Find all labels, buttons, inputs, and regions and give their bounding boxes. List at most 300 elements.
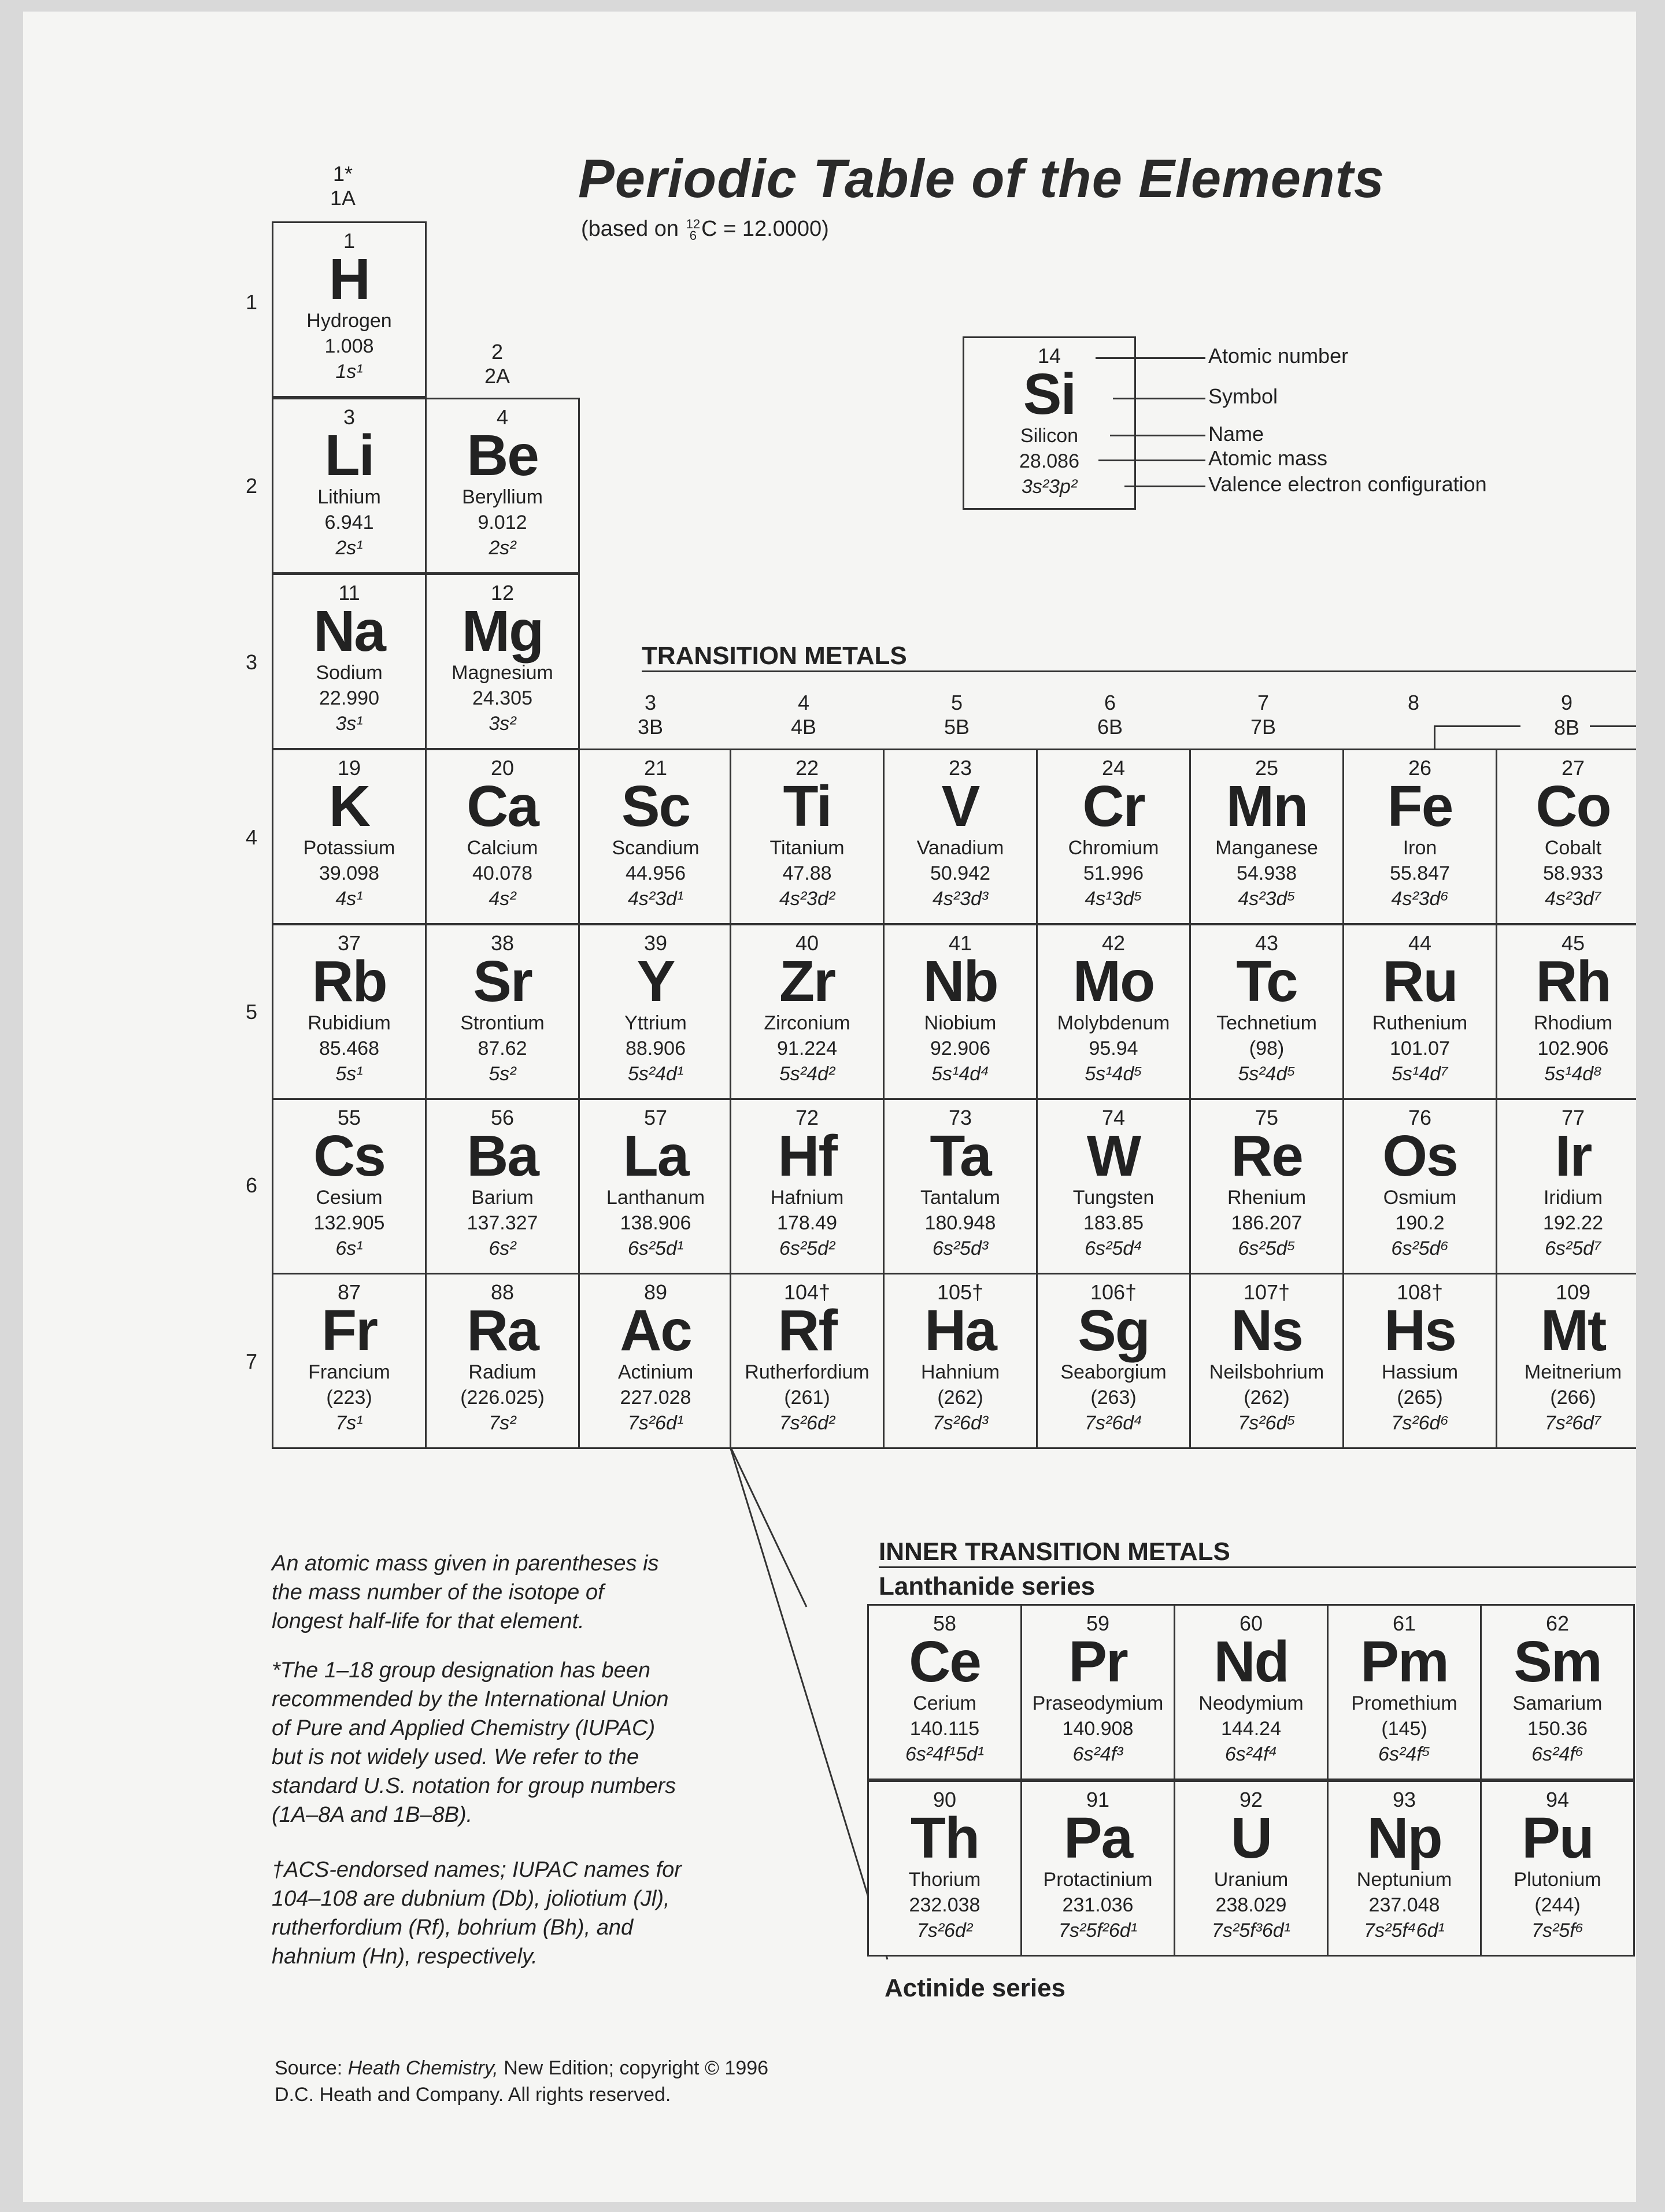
element-symbol: Be bbox=[467, 423, 538, 488]
atomic-number: 59 bbox=[1086, 1611, 1110, 1635]
element-cell-mg bbox=[425, 573, 580, 750]
element-symbol: W bbox=[1086, 1124, 1141, 1188]
atomic-mass: 137.327 bbox=[467, 1212, 538, 1234]
atomic-number: 106† bbox=[1090, 1280, 1137, 1304]
element-cell-u bbox=[1174, 1780, 1329, 1957]
element-symbol: Fe bbox=[1387, 774, 1453, 839]
atomic-number: 27 bbox=[1561, 756, 1585, 780]
note-group-designation bbox=[272, 1656, 676, 1829]
atomic-mass: 102.906 bbox=[1537, 1038, 1609, 1059]
electron-config: 7s²6d⁴ bbox=[1085, 1412, 1142, 1434]
element-cell-nd bbox=[1174, 1604, 1329, 1780]
group-label-2a: 2 2A bbox=[484, 340, 510, 388]
element-cell-fr bbox=[272, 1273, 427, 1449]
element-symbol: Re bbox=[1231, 1124, 1303, 1188]
legend-config: 3s²3p² bbox=[1021, 476, 1078, 498]
lanthanide-series-label: Lanthanide series bbox=[879, 1572, 1096, 1600]
atomic-number: 25 bbox=[1255, 756, 1279, 780]
legend-label-name: Name bbox=[1208, 422, 1264, 446]
period-label-6: 6 bbox=[246, 1173, 258, 1197]
atomic-mass: 132.905 bbox=[313, 1212, 385, 1234]
atomic-mass: 190.2 bbox=[1395, 1212, 1445, 1234]
element-cell-y bbox=[578, 924, 733, 1100]
atomic-number: 61 bbox=[1392, 1611, 1416, 1635]
electron-config: 3s² bbox=[489, 713, 516, 735]
group-label-4b: 4 4B bbox=[790, 691, 817, 739]
atomic-number: 4 bbox=[496, 405, 509, 429]
atomic-number: 74 bbox=[1101, 1106, 1126, 1129]
note-line: An atomic mass given in parentheses is bbox=[272, 1551, 659, 1576]
atomic-number: 88 bbox=[490, 1280, 515, 1304]
atomic-number: 3 bbox=[343, 405, 356, 429]
element-cell-ti bbox=[730, 749, 885, 925]
electron-config: 4s¹ bbox=[335, 888, 363, 910]
atomic-mass: 58.933 bbox=[1543, 862, 1603, 884]
element-cell-na bbox=[272, 573, 427, 750]
note-parentheses bbox=[272, 1549, 659, 1636]
electron-config: 5s¹ bbox=[335, 1063, 363, 1085]
element-name: Manganese bbox=[1215, 837, 1318, 859]
period-label-4: 4 bbox=[246, 825, 258, 849]
electron-config: 6s²5d⁶ bbox=[1391, 1237, 1449, 1259]
atomic-number: 60 bbox=[1239, 1611, 1263, 1635]
atomic-mass: 183.85 bbox=[1083, 1212, 1144, 1234]
atomic-number: 87 bbox=[337, 1280, 361, 1304]
atomic-number: 42 bbox=[1101, 931, 1126, 955]
electron-config: 7s²6d¹ bbox=[627, 1412, 684, 1434]
period-label-7: 7 bbox=[246, 1350, 258, 1373]
electron-config: 6s²5d⁴ bbox=[1085, 1237, 1142, 1259]
group-label-8b: 8B bbox=[1553, 716, 1580, 739]
electron-config: 6s²4f¹5d¹ bbox=[905, 1743, 985, 1765]
electron-config: 5s²4d¹ bbox=[627, 1063, 684, 1085]
element-symbol: Os bbox=[1382, 1124, 1457, 1188]
atomic-mass: (244) bbox=[1534, 1894, 1581, 1916]
element-cell-v bbox=[883, 749, 1038, 925]
element-name: Rutherfordium bbox=[745, 1361, 870, 1383]
element-symbol: Na bbox=[313, 599, 385, 664]
element-name: Potassium bbox=[303, 837, 395, 859]
transition-metals-heading: TRANSITION METALS bbox=[642, 642, 907, 670]
element-name: Iron bbox=[1403, 837, 1437, 859]
element-cell-li bbox=[272, 398, 427, 574]
atomic-number: 1 bbox=[343, 229, 356, 253]
atomic-mass: 55.847 bbox=[1390, 862, 1450, 884]
electron-config: 3s¹ bbox=[335, 713, 363, 735]
element-symbol: Sm bbox=[1514, 1629, 1601, 1694]
element-symbol: Fr bbox=[321, 1298, 377, 1363]
atomic-mass: 51.996 bbox=[1083, 862, 1144, 884]
element-name: Lithium bbox=[317, 486, 381, 508]
element-name: Cesium bbox=[316, 1187, 383, 1209]
element-name: Lanthanum bbox=[606, 1187, 705, 1209]
element-cell-os bbox=[1342, 1098, 1497, 1274]
element-name: Cobalt bbox=[1544, 837, 1602, 859]
legend-symbol: Si bbox=[1023, 362, 1076, 427]
electron-config: 4s²3d⁷ bbox=[1545, 888, 1601, 910]
atomic-mass: 232.038 bbox=[909, 1894, 980, 1916]
element-symbol: Pa bbox=[1063, 1806, 1133, 1870]
electron-config: 5s¹4d⁸ bbox=[1544, 1063, 1602, 1085]
group-label-7b: 7 7B bbox=[1250, 691, 1276, 739]
element-cell-np bbox=[1327, 1780, 1482, 1957]
element-cell-hf bbox=[730, 1098, 885, 1274]
element-symbol: Ba bbox=[467, 1124, 538, 1188]
element-symbol: Cs bbox=[313, 1124, 385, 1188]
element-cell-tc bbox=[1189, 924, 1344, 1100]
electron-config: 7s²5f²6d¹ bbox=[1058, 1920, 1138, 1941]
atomic-number: 37 bbox=[337, 931, 361, 955]
element-cell-mn bbox=[1189, 749, 1344, 925]
element-name: Yttrium bbox=[624, 1012, 687, 1034]
element-name: Rhodium bbox=[1533, 1012, 1613, 1034]
atomic-mass: 150.36 bbox=[1527, 1718, 1588, 1740]
element-symbol: Ta bbox=[930, 1124, 991, 1188]
electron-config: 7s²6d³ bbox=[932, 1412, 989, 1434]
element-symbol: K bbox=[328, 774, 370, 839]
element-name: Tungsten bbox=[1072, 1187, 1155, 1209]
atomic-number: 93 bbox=[1392, 1788, 1416, 1811]
element-symbol: Li bbox=[324, 423, 374, 488]
element-name: Francium bbox=[308, 1361, 390, 1383]
element-name: Cerium bbox=[913, 1692, 976, 1714]
element-cell-pr bbox=[1020, 1604, 1175, 1780]
atomic-number: 57 bbox=[643, 1106, 668, 1129]
element-symbol: Sc bbox=[621, 774, 690, 839]
atomic-mass: 140.115 bbox=[909, 1718, 980, 1740]
element-cell-re bbox=[1189, 1098, 1344, 1274]
electron-config: 6s²4f⁶ bbox=[1531, 1743, 1583, 1765]
element-symbol: Mt bbox=[1540, 1298, 1606, 1363]
atomic-number: 11 bbox=[338, 581, 360, 605]
period-label-2: 2 bbox=[246, 474, 258, 498]
electron-config: 7s²5f⁶ bbox=[1531, 1920, 1583, 1941]
atomic-mass: 88.906 bbox=[626, 1038, 686, 1059]
element-name: Magnesium bbox=[452, 662, 553, 684]
based-on-prefix: (based on bbox=[581, 217, 685, 241]
period-label-3: 3 bbox=[246, 650, 258, 674]
element-symbol: Th bbox=[910, 1806, 979, 1870]
element-symbol: V bbox=[941, 774, 979, 839]
atomic-mass: (266) bbox=[1550, 1387, 1596, 1409]
electron-config: 4s²3d⁵ bbox=[1238, 888, 1296, 910]
atomic-number: 105† bbox=[937, 1280, 984, 1304]
source-rest: New Edition; copyright © 1996 bbox=[498, 2057, 769, 2079]
electron-config: 4s²3d¹ bbox=[627, 888, 684, 910]
atomic-number: 77 bbox=[1561, 1106, 1585, 1129]
note-line: 104–108 are dubnium (Db), joliotium (Jl), bbox=[272, 1887, 670, 1911]
atomic-number: 109 bbox=[1555, 1280, 1591, 1304]
element-name: Chromium bbox=[1068, 837, 1159, 859]
element-cell-ac bbox=[578, 1273, 733, 1449]
element-cell-co bbox=[1496, 749, 1636, 925]
element-name: Hassium bbox=[1381, 1361, 1459, 1383]
element-name: Molybdenum bbox=[1057, 1012, 1170, 1034]
electron-config: 5s¹4d⁵ bbox=[1085, 1063, 1142, 1085]
element-cell-zr bbox=[730, 924, 885, 1100]
element-cell-cs bbox=[272, 1098, 427, 1274]
electron-config: 4s¹3d⁵ bbox=[1085, 888, 1142, 910]
element-name: Neptunium bbox=[1356, 1869, 1452, 1891]
atomic-number: 23 bbox=[948, 756, 972, 780]
element-symbol: Ru bbox=[1382, 949, 1457, 1014]
atomic-number: 56 bbox=[490, 1106, 515, 1129]
element-name: Rubidium bbox=[308, 1012, 391, 1034]
atomic-number: 89 bbox=[643, 1280, 668, 1304]
legend-label-atomic-number: Atomic number bbox=[1208, 344, 1349, 368]
note-line: rutherfordium (Rf), bohrium (Bh), and bbox=[272, 1915, 634, 1940]
element-name: Barium bbox=[471, 1187, 534, 1209]
electron-config: 5s²4d² bbox=[779, 1063, 835, 1085]
element-symbol: Tc bbox=[1236, 949, 1297, 1014]
atomic-mass: (223) bbox=[326, 1387, 372, 1409]
element-symbol: Rh bbox=[1536, 949, 1611, 1014]
element-cell-ce bbox=[867, 1604, 1022, 1780]
atomic-mass: 180.948 bbox=[924, 1212, 996, 1234]
element-name: Tantalum bbox=[920, 1187, 1000, 1209]
element-cell-rf bbox=[730, 1273, 885, 1449]
legend-mass: 28.086 bbox=[1019, 450, 1079, 472]
source-citation bbox=[275, 2055, 768, 2108]
atomic-mass: 40.078 bbox=[472, 862, 532, 884]
element-name: Samarium bbox=[1512, 1692, 1603, 1714]
atomic-mass: 101.07 bbox=[1390, 1038, 1450, 1059]
element-name: Scandium bbox=[612, 837, 700, 859]
atomic-mass: (262) bbox=[937, 1387, 983, 1409]
element-name: Sodium bbox=[316, 662, 383, 684]
atomic-mass: 9.012 bbox=[478, 512, 527, 533]
mass-number: 12 bbox=[686, 216, 701, 231]
element-symbol: Hs bbox=[1384, 1298, 1456, 1363]
element-name: Meitnerium bbox=[1524, 1361, 1622, 1383]
atomic-mass: 237.048 bbox=[1368, 1894, 1440, 1916]
atomic-number: 21 bbox=[643, 756, 668, 780]
atomic-mass: 92.906 bbox=[930, 1038, 990, 1059]
note-acs-names bbox=[272, 1855, 682, 1971]
electron-config: 5s¹4d⁴ bbox=[931, 1063, 989, 1085]
element-symbol: La bbox=[623, 1124, 689, 1188]
group-label-1a: 1* 1A bbox=[330, 162, 356, 210]
electron-config: 7s²6d⁶ bbox=[1391, 1412, 1449, 1434]
electron-config: 7s²6d⁷ bbox=[1545, 1412, 1601, 1434]
electron-config: 7s²6d⁵ bbox=[1238, 1412, 1296, 1434]
element-symbol: Sr bbox=[473, 949, 532, 1014]
note-line: longest half-life for that element. bbox=[272, 1609, 584, 1633]
element-symbol: Ca bbox=[467, 774, 538, 839]
electron-config: 4s² bbox=[489, 888, 516, 910]
electron-config: 7s²6d² bbox=[916, 1920, 973, 1941]
element-cell-ns bbox=[1189, 1273, 1344, 1449]
atomic-mass: 227.028 bbox=[620, 1387, 691, 1409]
element-cell-hs bbox=[1342, 1273, 1497, 1449]
atomic-number: 108† bbox=[1396, 1280, 1444, 1304]
atomic-mass: 95.94 bbox=[1089, 1038, 1138, 1059]
atomic-mass: (263) bbox=[1090, 1387, 1137, 1409]
element-symbol: Y bbox=[637, 949, 675, 1014]
element-name: Calcium bbox=[467, 837, 538, 859]
atomic-number: 24 bbox=[1101, 756, 1126, 780]
atomic-number: 55 bbox=[337, 1106, 361, 1129]
element-symbol: Sg bbox=[1078, 1298, 1149, 1363]
group-label-6b: 6 6B bbox=[1097, 691, 1123, 739]
element-name: Hydrogen bbox=[306, 310, 392, 332]
element-name: Niobium bbox=[924, 1012, 997, 1034]
element-name: Praseodymium bbox=[1032, 1692, 1164, 1714]
element-cell-la bbox=[578, 1098, 733, 1274]
atomic-mass: 6.941 bbox=[324, 512, 374, 533]
atomic-mass: 39.098 bbox=[319, 862, 379, 884]
element-cell-h bbox=[272, 221, 427, 398]
source-line2: D.C. Heath and Company. All rights reserved. bbox=[275, 2084, 671, 2106]
atomic-number: 19 bbox=[337, 756, 361, 780]
atomic-number: 107† bbox=[1243, 1280, 1290, 1304]
atomic-number: 6 bbox=[689, 228, 697, 243]
note-line: standard U.S. notation for group numbers bbox=[272, 1774, 676, 1798]
element-symbol: Pr bbox=[1068, 1629, 1127, 1694]
element-cell-ra bbox=[425, 1273, 580, 1449]
element-cell-w bbox=[1036, 1098, 1191, 1274]
atomic-mass: 144.24 bbox=[1221, 1718, 1281, 1740]
note-line: *The 1–18 group designation has been bbox=[272, 1658, 650, 1683]
atomic-number: 104† bbox=[783, 1280, 831, 1304]
electron-config: 2s² bbox=[489, 537, 516, 559]
atomic-mass: 140.908 bbox=[1062, 1718, 1134, 1740]
atomic-mass: 138.906 bbox=[620, 1212, 691, 1234]
electron-config: 4s²3d² bbox=[779, 888, 835, 910]
atomic-mass: (145) bbox=[1381, 1718, 1427, 1740]
source-title: Heath Chemistry, bbox=[347, 2057, 498, 2079]
legend-label-symbol: Symbol bbox=[1208, 384, 1278, 408]
element-name: Strontium bbox=[460, 1012, 545, 1034]
element-name: Osmium bbox=[1383, 1187, 1457, 1209]
element-cell-pm bbox=[1327, 1604, 1482, 1780]
element-name: Technetium bbox=[1216, 1012, 1317, 1034]
atomic-mass: 47.88 bbox=[782, 862, 832, 884]
electron-config: 7s² bbox=[489, 1412, 516, 1434]
electron-config: 6s²5d¹ bbox=[627, 1237, 684, 1259]
group-label-3b: 3 3B bbox=[637, 691, 664, 739]
electron-config: 4s²3d³ bbox=[932, 888, 989, 910]
element-symbol: Rf bbox=[778, 1298, 837, 1363]
element-symbol: Nb bbox=[923, 949, 998, 1014]
atomic-mass: 22.990 bbox=[319, 687, 379, 709]
element-symbol: Cr bbox=[1082, 774, 1145, 839]
atomic-number: 90 bbox=[933, 1788, 957, 1811]
electron-config: 5s² bbox=[489, 1063, 516, 1085]
atomic-number: 40 bbox=[795, 931, 819, 955]
legend-label-atomic-mass: Atomic mass bbox=[1208, 446, 1328, 470]
group-label-8: 8 bbox=[1407, 691, 1420, 714]
element-cell-rb bbox=[272, 924, 427, 1100]
document-page bbox=[23, 12, 1636, 2202]
element-cell-fe bbox=[1342, 749, 1497, 925]
element-name: Iridium bbox=[1543, 1187, 1603, 1209]
element-cell-sc bbox=[578, 749, 733, 925]
atomic-number: 44 bbox=[1408, 931, 1432, 955]
element-name: Plutonium bbox=[1514, 1869, 1601, 1891]
atomic-number: 94 bbox=[1545, 1788, 1570, 1811]
actinide-series-label: Actinide series bbox=[885, 1974, 1066, 2002]
element-symbol: Ir bbox=[1555, 1124, 1592, 1188]
atomic-number: 41 bbox=[948, 931, 972, 955]
electron-config: 6s²5d⁷ bbox=[1545, 1237, 1601, 1259]
atomic-mass: 44.956 bbox=[626, 862, 686, 884]
group-label-9: 9 bbox=[1560, 691, 1573, 714]
note-line: †ACS-endorsed names; IUPAC names for bbox=[272, 1858, 682, 1882]
atomic-mass: 192.22 bbox=[1543, 1212, 1603, 1234]
element-name: Ruthenium bbox=[1372, 1012, 1468, 1034]
atomic-mass: (262) bbox=[1244, 1387, 1290, 1409]
electron-config: 2s¹ bbox=[335, 537, 363, 559]
atomic-number: 26 bbox=[1408, 756, 1432, 780]
atomic-number: 62 bbox=[1545, 1611, 1570, 1635]
atomic-mass: (98) bbox=[1249, 1038, 1285, 1059]
element-cell-th bbox=[867, 1780, 1022, 1957]
element-name: Zirconium bbox=[764, 1012, 850, 1034]
electron-config: 6s²4f³ bbox=[1072, 1743, 1123, 1765]
electron-config: 6s²5d⁵ bbox=[1238, 1237, 1296, 1259]
element-name: Actinium bbox=[617, 1361, 694, 1383]
legend-label-valence-config: Valence electron configuration bbox=[1208, 472, 1487, 496]
element-name: Rhenium bbox=[1227, 1187, 1307, 1209]
note-line: but is not widely used. We refer to the bbox=[272, 1745, 639, 1769]
element-name: Radium bbox=[468, 1361, 536, 1383]
atomic-number: 91 bbox=[1086, 1788, 1110, 1811]
element-name: Protactinium bbox=[1043, 1869, 1153, 1891]
electron-config: 6s²4f⁵ bbox=[1378, 1743, 1430, 1765]
element-symbol: Co bbox=[1536, 774, 1611, 839]
element-symbol: Ac bbox=[620, 1298, 691, 1363]
element-name: Hafnium bbox=[770, 1187, 844, 1209]
isotope-element: C bbox=[701, 217, 717, 241]
element-symbol: H bbox=[328, 247, 370, 312]
note-line: recommended by the International Union bbox=[272, 1687, 669, 1711]
atomic-number: 45 bbox=[1561, 931, 1585, 955]
electron-config: 6s²5d² bbox=[779, 1237, 835, 1259]
atomic-mass: 50.942 bbox=[930, 862, 990, 884]
element-symbol: Ce bbox=[909, 1629, 980, 1694]
atomic-number: 92 bbox=[1239, 1788, 1263, 1811]
element-cell-sm bbox=[1480, 1604, 1635, 1780]
atomic-mass: 91.224 bbox=[777, 1038, 837, 1059]
element-cell-pa bbox=[1020, 1780, 1175, 1957]
atomic-mass: 231.036 bbox=[1062, 1894, 1134, 1916]
element-cell-sg bbox=[1036, 1273, 1191, 1449]
element-name: Vanadium bbox=[916, 837, 1004, 859]
atomic-number: 43 bbox=[1255, 931, 1279, 955]
period-label-1: 1 bbox=[246, 290, 258, 314]
atomic-number: 39 bbox=[643, 931, 668, 955]
atomic-number: 76 bbox=[1408, 1106, 1432, 1129]
element-symbol: Nd bbox=[1213, 1629, 1289, 1694]
element-symbol: Hf bbox=[778, 1124, 837, 1188]
element-cell-ir bbox=[1496, 1098, 1636, 1274]
element-symbol: Ra bbox=[467, 1298, 538, 1363]
legend-number: 14 bbox=[1037, 344, 1061, 368]
element-name: Titanium bbox=[769, 837, 845, 859]
note-line: (1A–8A and 1B–8B). bbox=[272, 1803, 473, 1827]
element-cell-mo bbox=[1036, 924, 1191, 1100]
element-cell-nb bbox=[883, 924, 1038, 1100]
element-name: Promethium bbox=[1351, 1692, 1457, 1714]
element-symbol: Pu bbox=[1522, 1806, 1593, 1870]
element-name: Beryllium bbox=[462, 486, 543, 508]
atomic-number: 73 bbox=[948, 1106, 972, 1129]
element-name: Neilsbohrium bbox=[1209, 1361, 1324, 1383]
element-name: Uranium bbox=[1213, 1869, 1289, 1891]
atomic-mass: (226.025) bbox=[460, 1387, 545, 1409]
element-cell-k bbox=[272, 749, 427, 925]
